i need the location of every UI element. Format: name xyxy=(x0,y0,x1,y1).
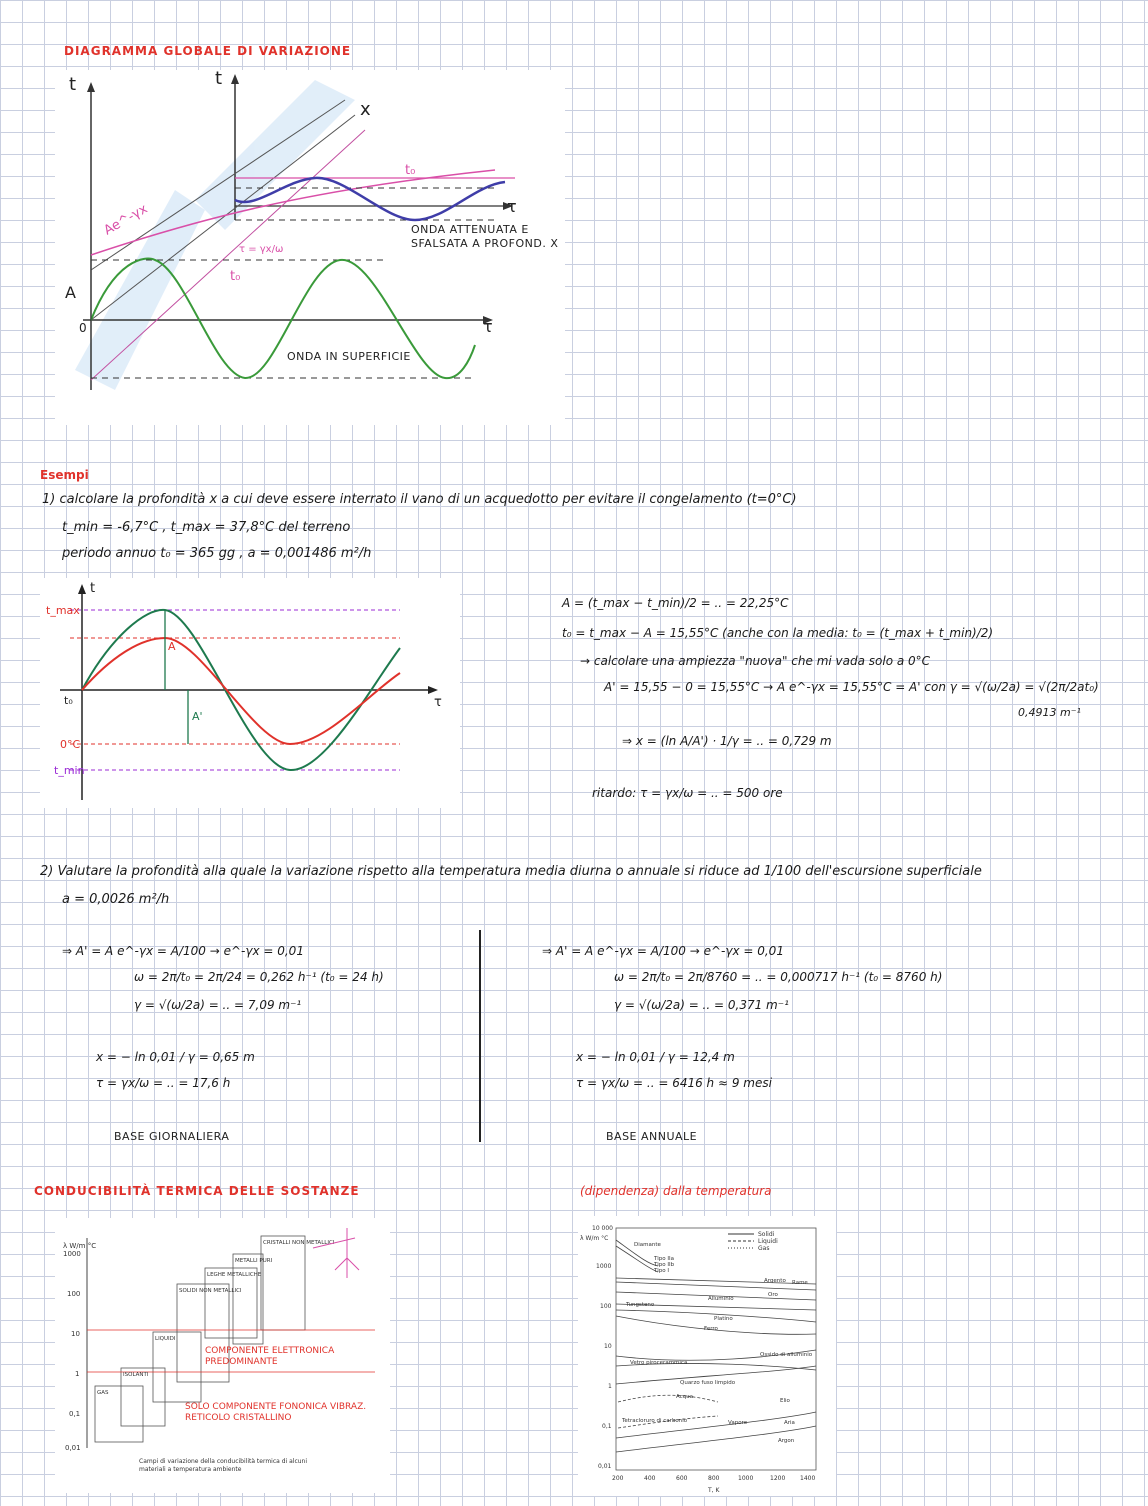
ex1-calc-3: → calcolare una ampiezza "nuova" che mi vada solo a 0°C xyxy=(580,654,931,668)
ranges-box-head: ISOLANTI xyxy=(123,1372,149,1378)
ranges-note-electronic: COMPONENTE ELETTRONICA PREDOMINANTE xyxy=(205,1346,335,1367)
ranges-box-head: LIQUIDI xyxy=(155,1336,176,1342)
conductivity-ranges-panel xyxy=(55,1218,390,1493)
ex1-graph-panel xyxy=(40,578,460,808)
ex2-left-2: ω = 2π/t₀ = 2π/24 = 0,262 h⁻¹ (t₀ = 24 h) xyxy=(134,970,384,984)
temp-curve-label: Acqua xyxy=(676,1394,694,1400)
temp-curve-label: Argon xyxy=(778,1438,795,1444)
temp-curve-label: Tungsteno xyxy=(626,1302,655,1308)
ex2-right-caption: BASE ANNUALE xyxy=(606,1130,698,1143)
ex1-calc-7: ritardo: τ = γx/ω = .. = 500 ore xyxy=(592,786,783,800)
ranges-ytick: 1 xyxy=(75,1370,80,1378)
ex1-axis-tau: τ xyxy=(434,695,442,710)
ex1-label-0c: 0°C xyxy=(60,738,81,751)
ranges-box-head: METALLI PURI xyxy=(235,1258,273,1264)
temp-curve-label: Rame xyxy=(792,1280,808,1286)
ranges-ylabel: λ W/m °C xyxy=(63,1242,97,1250)
temp-curve-label: Tipo I xyxy=(654,1268,669,1274)
ex2-right-1: ⇒ A' = A e^-γx = A/100 → e^-γx = 0,01 xyxy=(542,944,784,958)
diagram-axis-x: x xyxy=(360,99,371,120)
ex1-line1: 1) calcolare la profondità x a cui deve essere interrato il vano di un acquedotto per evitare il congelamento (t=0°C) xyxy=(42,492,797,507)
temp-curve-label: Quarzo fuso limpido xyxy=(680,1380,736,1386)
diagram-label-0: 0 xyxy=(79,321,87,335)
ex1-calc-5: 0,4913 m⁻¹ xyxy=(1018,706,1081,719)
ex1-axis-t: t xyxy=(90,581,96,596)
ex2-divider xyxy=(479,930,481,1142)
temp-legend: Gas xyxy=(758,1245,770,1252)
diagram-label-A: A xyxy=(65,283,76,302)
note-surface-wave: ONDA IN SUPERFICIE xyxy=(287,350,411,363)
diagram-axis-tau: τ xyxy=(483,317,493,336)
temp-curve-label: Aria xyxy=(784,1420,795,1426)
ex1-calc-2: t₀ = t_max − A = 15,55°C (anche con la media: t₀ = (t_max + t_min)/2) xyxy=(562,626,994,640)
temp-curve-label: Vetro pirocerammica xyxy=(630,1360,688,1366)
temp-ytick: 10 xyxy=(604,1343,612,1350)
diagram-axis-t2: t xyxy=(215,70,223,89)
ex2-left-5: τ = γx/ω = .. = 17,6 h xyxy=(96,1076,231,1090)
ex2-line1: 2) Valutare la profondità alla quale la variazione rispetto alla temperatura media diurna o annuale si riduce ad 1/100 dell'escursione superficiale xyxy=(40,864,982,879)
temp-curve-label: Tipo IIa xyxy=(654,1256,674,1262)
diagram-label-envelope: Ae^-γx xyxy=(101,201,151,239)
temp-xtick: 800 xyxy=(708,1475,720,1482)
temp-ytick: 100 xyxy=(600,1303,612,1310)
temp-curve-label: Tetracloruro di carbonio xyxy=(622,1418,688,1424)
conductivity-temperature-chart xyxy=(578,1216,836,1496)
temp-curve-label: Ferro xyxy=(704,1326,718,1332)
ranges-note-phononic: SOLO COMPONENTE FONONICA VIBRAZ. RETICOLO CRISTALLINO xyxy=(185,1402,367,1423)
temp-ytick: 1 xyxy=(608,1383,612,1390)
ranges-ytick: 0,01 xyxy=(65,1444,81,1452)
ranges-box-head: SOLIDI NON METALLICI xyxy=(179,1288,242,1294)
ex2-right-4: x = − ln 0,01 / γ = 12,4 m xyxy=(576,1050,735,1064)
temp-curve-label: Ossido di alluminio xyxy=(760,1352,813,1358)
ex1-label-tmax: t_max xyxy=(46,604,80,617)
ex1-label-A1: A' xyxy=(192,710,203,723)
ex2-line2: a = 0,0026 m²/h xyxy=(62,892,170,907)
ex2-right-5: τ = γx/ω = .. = 6416 h ≈ 9 mesi xyxy=(576,1076,772,1090)
diagram-label-delay: τ = γx/ω xyxy=(239,244,284,255)
temp-xtick: 400 xyxy=(644,1475,656,1482)
temp-legend: Solidi xyxy=(758,1231,775,1238)
temp-ytick: 10 000 xyxy=(592,1225,613,1232)
ex2-left-4: x = − ln 0,01 / γ = 0,65 m xyxy=(96,1050,255,1064)
ex2-left-1: ⇒ A' = A e^-γx = A/100 → e^-γx = 0,01 xyxy=(62,944,304,958)
diagram-label-t0-bottom: t₀ xyxy=(230,269,241,284)
diagram-axis-tau2: τ xyxy=(507,197,517,216)
temp-xtick: 1000 xyxy=(738,1475,754,1482)
temp-curve-label: Elio xyxy=(780,1398,790,1404)
ranges-ytick: 100 xyxy=(67,1290,81,1298)
ex2-left-3: γ = √(ω/2a) = .. = 7,09 m⁻¹ xyxy=(134,998,302,1012)
ex1-line2: t_min = -6,7°C , t_max = 37,8°C del terreno xyxy=(62,520,351,535)
section-title-temperature: (dipendenza) dalla temperatura xyxy=(580,1184,772,1198)
ranges-ytick: 0,1 xyxy=(69,1410,81,1418)
temp-curve-label: Tipo IIb xyxy=(654,1262,675,1268)
temp-ytick: 1000 xyxy=(596,1263,612,1270)
note-attenuated-wave: ONDA ATTENUATA E SFALSATA A PROFOND. X xyxy=(411,223,559,250)
ex1-line3: periodo annuo t₀ = 365 gg , a = 0,001486 m²/h xyxy=(62,546,372,561)
diagram-label-t0-top: t₀ xyxy=(405,163,416,178)
ex1-calc-6: ⇒ x = (ln A/A') · 1/γ = .. = 0,729 m xyxy=(622,734,832,748)
temp-curve-label: Argento xyxy=(764,1278,786,1284)
ranges-box-head: GAS xyxy=(97,1390,109,1396)
ranges-box-head: CRISTALLI NON METALLICI xyxy=(263,1240,335,1246)
temp-curve-label: Platino xyxy=(714,1316,733,1322)
ex1-label-t0: t₀ xyxy=(64,694,73,707)
ranges-caption: Campi di variazione della conducibilità termica di alcuni materiali a temperatura ambiente xyxy=(139,1458,308,1473)
ex2-left-caption: BASE GIORNALIERA xyxy=(114,1130,230,1143)
ex1-calc-1: A = (t_max − t_min)/2 = .. = 22,25°C xyxy=(562,596,789,610)
temp-ylabel: λ W/m °C xyxy=(580,1235,609,1242)
section-title-conductivity: CONDUCIBILITÀ TERMICA DELLE SOSTANZE xyxy=(34,1184,360,1198)
ex1-label-A: A xyxy=(168,640,176,653)
temp-ytick: 0,01 xyxy=(598,1463,612,1470)
temp-xlabel: T, K xyxy=(708,1487,720,1494)
temp-curve-label: Diamante xyxy=(634,1242,661,1248)
ranges-ytick: 10 xyxy=(71,1330,80,1338)
temp-xtick: 1400 xyxy=(800,1475,816,1482)
ex1-graph xyxy=(40,578,460,808)
temp-xtick: 600 xyxy=(676,1475,688,1482)
temp-xtick: 200 xyxy=(612,1475,624,1482)
ex2-right-3: γ = √(ω/2a) = .. = 0,371 m⁻¹ xyxy=(614,998,789,1012)
ex1-label-tmin: t_min xyxy=(54,764,85,777)
ranges-ytick: 1000 xyxy=(63,1250,81,1258)
ranges-box-head: LEGHE METALLICHE xyxy=(207,1272,262,1278)
conductivity-temperature-panel xyxy=(578,1216,836,1496)
diagram-panel xyxy=(55,70,565,425)
temp-ytick: 0,1 xyxy=(602,1423,612,1430)
section-title-diagram: DIAGRAMMA GLOBALE DI VARIAZIONE xyxy=(64,44,352,58)
ex1-calc-4: A' = 15,55 − 0 = 15,55°C → A e^-γx = 15,55°C = A' con γ = √(ω/2a) = √(2π/2at₀) xyxy=(604,680,1099,694)
ex2-right-2: ω = 2π/t₀ = 2π/8760 = .. = 0,000717 h⁻¹ (t₀ = 8760 h) xyxy=(614,970,943,984)
temp-legend: Liquidi xyxy=(758,1238,778,1245)
temp-curve-label: Oro xyxy=(768,1292,778,1298)
temp-curve-label: Vapore xyxy=(728,1420,748,1426)
temp-curve-label: Alluminio xyxy=(708,1296,734,1302)
diagram-axis-t: t xyxy=(69,74,77,95)
temp-xtick: 1200 xyxy=(770,1475,786,1482)
examples-heading: Esempi xyxy=(40,468,89,482)
